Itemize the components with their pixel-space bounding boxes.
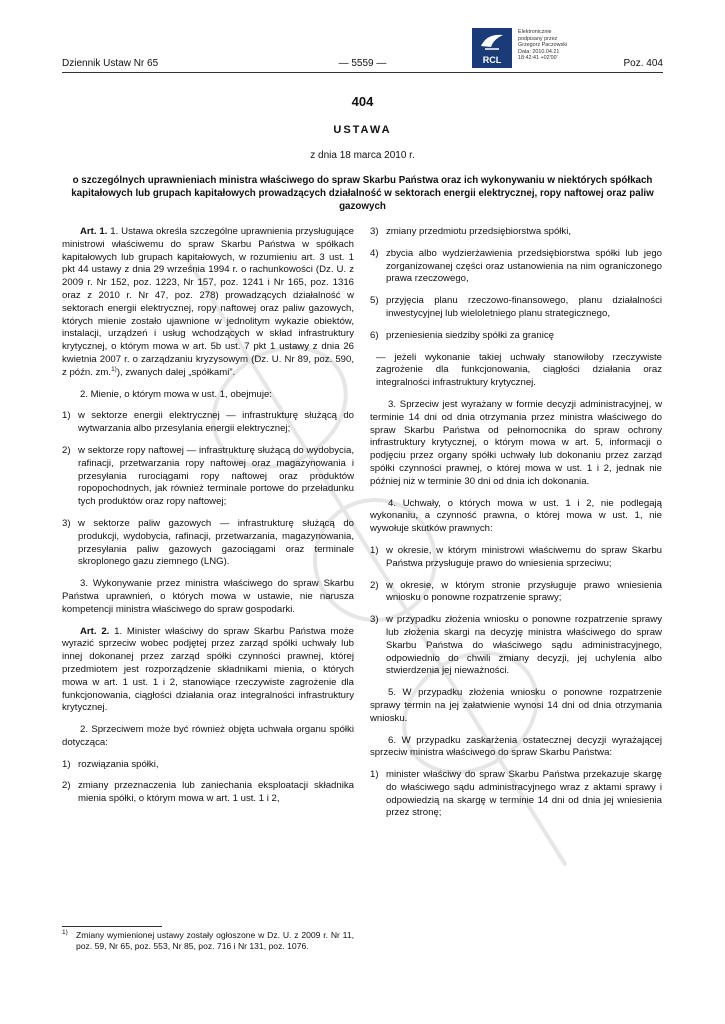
list-number: 1) (62, 410, 71, 422)
logo-label: RCL (482, 55, 502, 65)
paragraph-text: 1. Ustawa określa szczególne uprawnienia przysługujące ministrowi właściwemu do spraw Skarbu Państwa w spółkach kapitałowych lub grupach kapitałowych, w rozumieniu art. 3 ust. 1 pkt 44 ustawy z dnia 29 września 1994 r. o rachunkowości (Dz. U. z 2009 r. Nr 152, poz. 1223, Nr 157, poz. 1241 i Nr 165, poz. 1316 oraz z 2010 r. Nr 47, poz. 278) prowadzących działalność w sektorach energii elektrycznej, ropy naftowej oraz paliw gazowych, których mienie zostało ujawnione w jednolitym wykazie obiektów, instalacji, urządzeń i usług wchodzących w skład infrastruktury krytycznej, o którym mowa w art. 5b ust. 7 pkt 1 ustawy z dnia 26 kwietnia 2007 r. o zarządzaniu kryzysowym (Dz. U. Nr 89, poz. 590, z późn. zm. (62, 226, 354, 378)
list-number: 3) (370, 614, 379, 626)
article-2-para-6: 6. W przypadku zaskarżenia ostatecznej decyzji wyrażającej sprzeciw ministra właściwego do spraw Skarbu Państwa: (370, 734, 662, 759)
article-1-para-3: 3. Wykonywanie przez ministra właściwego do spraw Skarbu Państwa uprawnień, o których mowa w ustawie, nie narusza kompetencji ministra właściwego do spraw gospodarki. (62, 578, 354, 615)
act-number: 404 (351, 94, 374, 109)
list-item (62, 410, 354, 436)
list-number: 2) (62, 780, 71, 792)
footnote-ref: 1) (111, 365, 117, 373)
article-2-para-3: 3. Sprzeciw jest wyrażany w formie decyzji administracyjnej, w terminie 14 dni od dnia otrzymania przez ministra właściwego do spraw Skarbu Państwa od pełnomocnika do spraw ochrony infrastruktury krytycznej, o którym mowa w art. 5, informacji o podjęciu przez organy spółki uchwały lub dokonaniu przez zarząd spółki czynności prawnej, o której mowa w ust. 1 i 2, jednak nie później niż w terminie 30 dni od dnia ich dokonania. (370, 398, 662, 487)
list-text: w okresie, w którym stronie przysługuje prawo wniesienia wniosku o ponowne rozpatrzenie sprawy; (386, 579, 662, 604)
signature-line: podpisany przez (518, 35, 558, 42)
list-item (370, 295, 662, 321)
article-2-para-2: 2. Sprzeciwem może być również objęta uchwała organu spółki dotycząca: (62, 724, 354, 748)
paragraph-text: ), zwanych dalej „spółkami”. (116, 366, 236, 378)
article-2-para-5: 5. W przypadku złożenia wniosku o ponowne rozpatrzenie sprawy termin na jej załatwienie wynosi 14 dni od dnia otrzymania wniosku. (370, 687, 662, 724)
list-item (370, 580, 662, 606)
list-item (62, 445, 354, 509)
paragraph-text: 1. Minister właściwy do spraw Skarbu Państwa może wyrazić sprzeciw wobec podjętej przez zarząd spółki uchwały lub innej dokonanej przez zarząd spółki czynności prawnej, której przedmiotem jest rozporządzenie składnikami mienia, o których mowa w art. 1 ust. 1 i 2, stanowiące rzeczywiste zagrożenie dla funkcjonowania, ciągłości działania oraz integralności infrastruktury krytycznej. (62, 625, 354, 714)
list-number: 2) (62, 444, 71, 456)
list-text: minister właściwy do spraw Skarbu Państwa przekazuje skargę do właściwego sądu administracyjnego wraz z aktami sprawy i odpowiedzią na skargę w terminie 14 dni od dnia jej wniesienia przez stronę; (386, 769, 662, 819)
list-text: w sektorze energii elektrycznej — infrastrukturę służącą do wytwarzania albo przesylania energii elektrycznej; (78, 410, 354, 435)
dash-clause: — jeżeli wykonanie takiej uchwały stanowiłoby rzeczywiste zagrożenie dla funkcjonowania, ciągłości działania oraz integralności infrastruktury krytycznej. (376, 351, 662, 389)
left-column (62, 226, 354, 815)
article-2-para-4: 4. Uchwały, o których mowa w ust. 1 i 2, nie podlegają wykonaniu, a czynność prawna, o której mowa w ust. 1, nie wywołuje skutków prawnych: (370, 497, 662, 535)
list-text: przeniesienia siedziby spółki za granicę (386, 329, 554, 341)
footnote-text: Zmiany wymienionej ustawy zostały ogłoszone w Dz. U. z 2009 r. Nr 11, poz. 59, Nr 65, poz. 553, Nr 85, poz. 716 i Nr 131, poz. 1076. (76, 930, 354, 951)
list-number: 3) (62, 517, 71, 529)
list-item (370, 545, 662, 571)
article-2-para-1 (62, 626, 354, 716)
rcl-logo (472, 28, 512, 68)
list-item (370, 330, 662, 343)
list-number: 1) (62, 758, 71, 770)
article-label: Art. 2. (80, 625, 110, 637)
article-label: Art. 1. (80, 226, 108, 237)
signature-line: Elektronicznie (518, 29, 552, 35)
list-number: 1) (370, 544, 379, 556)
right-column (370, 226, 662, 829)
act-date: z dnia 18 marca 2010 r. (310, 150, 415, 161)
footnote-mark: 1) (62, 929, 68, 937)
list-text: przyjęcia planu rzeczowo-finansowego, planu działalności inwestycyjnej lub wieloletniego planu strategicznego, (386, 295, 662, 319)
list-item (62, 759, 354, 772)
signature-line: Data: 2010.04.21 (518, 48, 560, 55)
list-text: zmiany przeznaczenia lub zaniechania eksploatacji składnika mienia spółki, o którym mowa w art. 1 ust. 1 i 2, (78, 780, 354, 805)
journal-title: Dziennik Ustaw Nr 65 (62, 58, 159, 69)
signature-line: Grzegorz Paczowski (518, 42, 568, 49)
list-number: 2) (370, 579, 379, 591)
footnote (62, 926, 354, 952)
page-number: — 5559 — (338, 58, 387, 69)
list-number: 3) (370, 226, 379, 237)
act-subject: o szczególnych uprawnieniach ministra właściwego do spraw Skarbu Państwa oraz ich wykonywaniu w niektórych spółkach kapitałowych lub grupach kapitałowych prowadzących działalność w sektorach energii elektrycznej, ropy naftowej oraz paliw gazowych (71, 175, 654, 212)
list-text: w sektorze ropy naftowej — infrastrukturę służącą do wydobycia, rafinacji, przetwarzania ropy naftowej oraz magazynowania i przesyłania rurociągami ropy naftowej oraz produktów ropopochodnych, jak również terminale portowe do przeładunku tych produktów oraz ropy naftowej; (78, 444, 354, 508)
position-number: Poz. 404 (623, 58, 663, 69)
footnote-rule (62, 926, 162, 927)
electronic-signature (518, 29, 567, 62)
list-item (370, 614, 662, 678)
list-text: rozwiązania spółki, (78, 758, 159, 770)
signature-line: 18:42:41 +02'00' (518, 55, 558, 62)
list-number: 6) (370, 329, 379, 341)
list-item (370, 769, 662, 820)
article-1-para-1 (62, 226, 354, 380)
list-text: zbycia albo wydzierżawienia przedsiębiorstwa spółki lub jego zorganizowanej części oraz ustanowienia na nim ograniczonego prawa rzeczowego, (386, 247, 662, 285)
list-text: w okresie, w którym ministrowi właściwemu do spraw Skarbu Państwa przysługuje prawo do wniesienia sprzeciwu; (386, 544, 662, 569)
header-rule (62, 72, 663, 73)
list-number: 4) (370, 247, 379, 259)
list-item (62, 780, 354, 806)
eagle-icon (479, 32, 505, 52)
list-number: 1) (370, 769, 379, 781)
list-item (62, 518, 354, 569)
list-text: zmiany przedmiotu przedsiębiorstwa spółki, (386, 226, 572, 237)
list-item (370, 248, 662, 286)
list-text: w sektorze paliw gazowych — infrastrukturę służącą do produkcji, wydobycia, rafinacji, przetwarzania, magazynowania, przesyłania paliw gazowych gazociągami oraz terminale skroplonego gazu ziemnego (LNG). (78, 517, 354, 568)
act-type: USTAWA (333, 124, 392, 136)
list-text: w przypadku złożenia wniosku o ponowne rozpatrzenie sprawy lub złożenia skargi na decyzję ministra właściwego do spraw Skarbu Państwa do właściwego sądu administracyjnego, odpowiednio do chwili zmiany decyzji, jej uchylenia albo stwierdzenia jej nieważności. (386, 614, 662, 677)
article-1-para-2: 2. Mienie, o którym mowa w ust. 1, obejmuje: (80, 388, 272, 400)
list-number: 5) (370, 295, 379, 307)
list-item (370, 226, 662, 239)
